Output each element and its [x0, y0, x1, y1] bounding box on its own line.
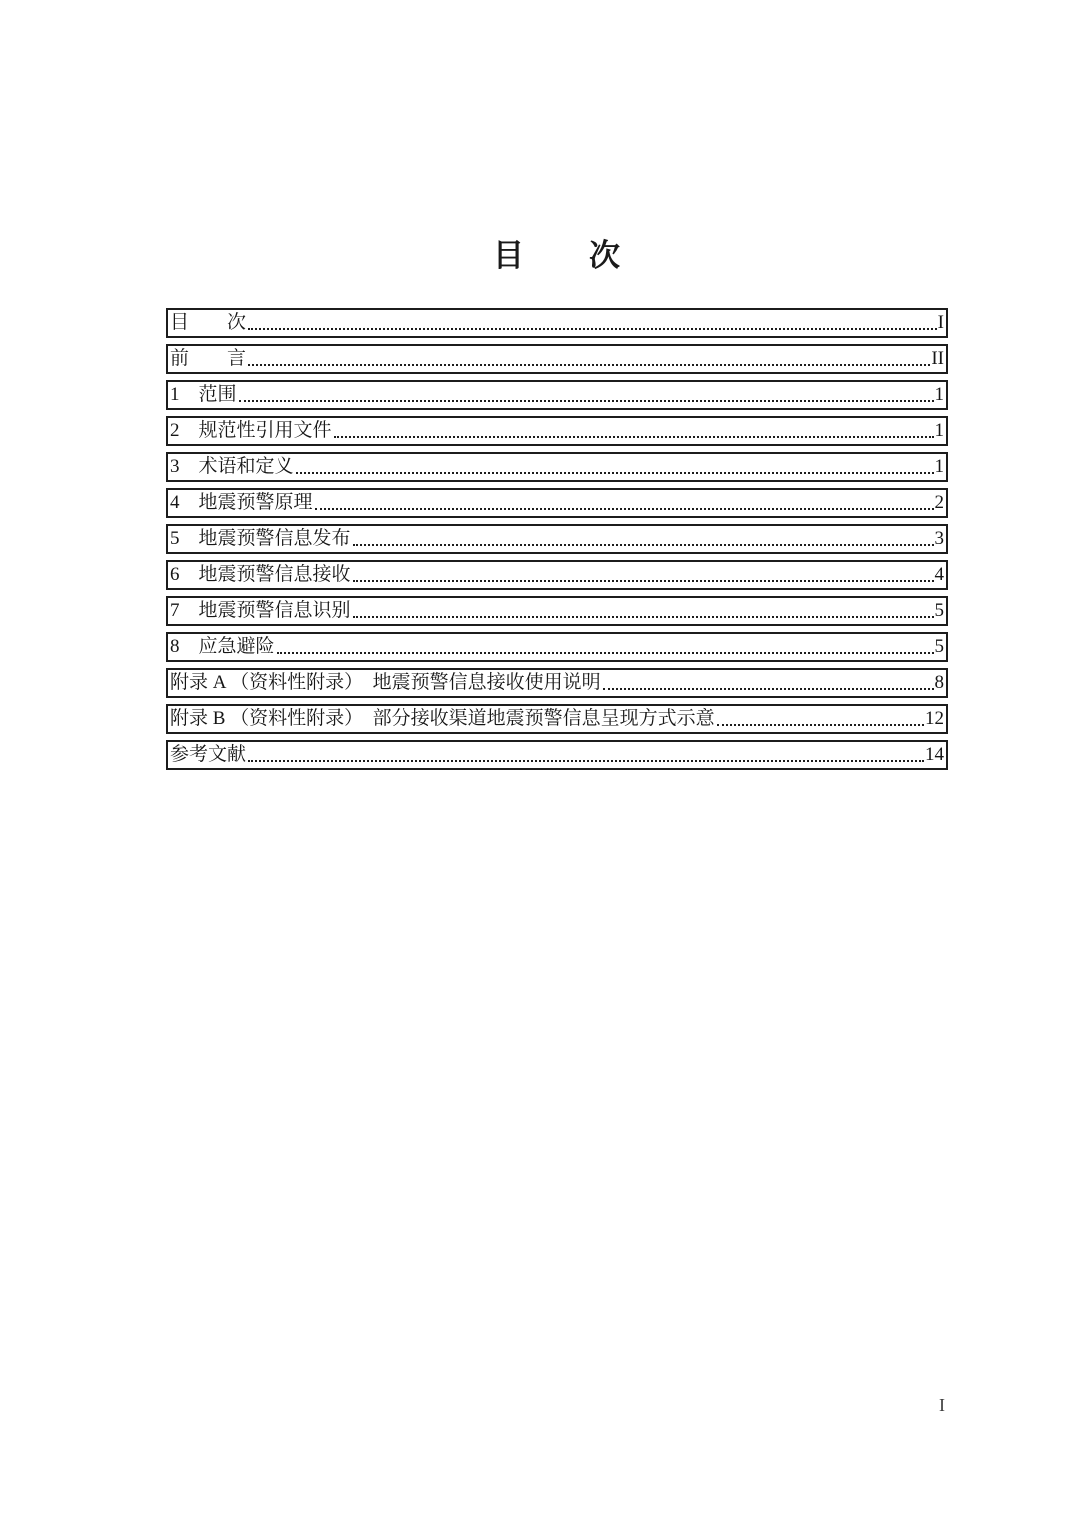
toc-entry-label: 2 规范性引用文件 [170, 420, 332, 441]
toc-entry-label: 1 范围 [170, 384, 237, 405]
toc-entry [166, 452, 948, 482]
toc-entry [166, 632, 948, 662]
toc-dot-leader [277, 652, 934, 654]
toc-entry-page: 1 [934, 456, 944, 477]
toc-entry-page: 4 [934, 564, 944, 585]
toc-dot-leader [353, 580, 934, 582]
toc-dot-leader [315, 508, 934, 510]
toc-entry-label: 7 地震预警信息识别 [170, 600, 351, 621]
toc-dot-leader [248, 328, 937, 330]
toc-entry [166, 668, 948, 698]
toc-entry-label: 参考文献 [170, 744, 247, 765]
toc-entry-page: 1 [934, 420, 944, 441]
toc-entry [166, 740, 948, 770]
toc-entry-page: 14 [925, 744, 944, 765]
toc-list [166, 308, 948, 776]
toc-entry-label: 附录 A （资料性附录） 地震预警信息接收使用说明 [170, 672, 601, 693]
toc-entry [166, 380, 948, 410]
toc-entry-label: 4 地震预警原理 [170, 492, 313, 513]
toc-page-title: 目 次 [493, 238, 621, 273]
toc-entry-label: 5 地震预警信息发布 [170, 528, 351, 549]
toc-entry-page: 1 [934, 384, 944, 405]
toc-entry-page: 12 [925, 708, 944, 729]
toc-entry [166, 704, 948, 734]
toc-entry [166, 416, 948, 446]
toc-dot-leader [334, 436, 934, 438]
toc-entry [166, 488, 948, 518]
toc-entry [166, 596, 948, 626]
toc-dot-leader [248, 364, 930, 366]
toc-entry-label: 前 言 [170, 348, 247, 369]
toc-entry-label: 目 次 [170, 312, 247, 333]
toc-entry-page: 5 [934, 600, 944, 621]
toc-entry-page: 3 [934, 528, 944, 549]
toc-entry-page: I [937, 312, 944, 333]
toc-entry [166, 308, 948, 338]
footer-page-number: I [939, 1395, 945, 1415]
toc-entry-label: 3 术语和定义 [170, 456, 294, 477]
toc-dot-leader [239, 400, 934, 402]
toc-entry [166, 524, 948, 554]
toc-entry-label: 6 地震预警信息接收 [170, 564, 351, 585]
toc-dot-leader [717, 724, 924, 726]
toc-entry-page: 5 [934, 636, 944, 657]
toc-dot-leader [353, 616, 934, 618]
toc-entry-label: 附录 B （资料性附录） 部分接收渠道地震预警信息呈现方式示意 [170, 708, 715, 729]
toc-dot-leader [296, 472, 934, 474]
toc-entry [166, 560, 948, 590]
toc-entry [166, 344, 948, 374]
toc-dot-leader [248, 760, 924, 762]
toc-dot-leader [603, 688, 934, 690]
toc-entry-label: 8 应急避险 [170, 636, 275, 657]
toc-entry-page: 8 [934, 672, 944, 693]
toc-entry-page: 2 [934, 492, 944, 513]
toc-dot-leader [353, 544, 934, 546]
toc-entry-page: II [931, 348, 944, 369]
